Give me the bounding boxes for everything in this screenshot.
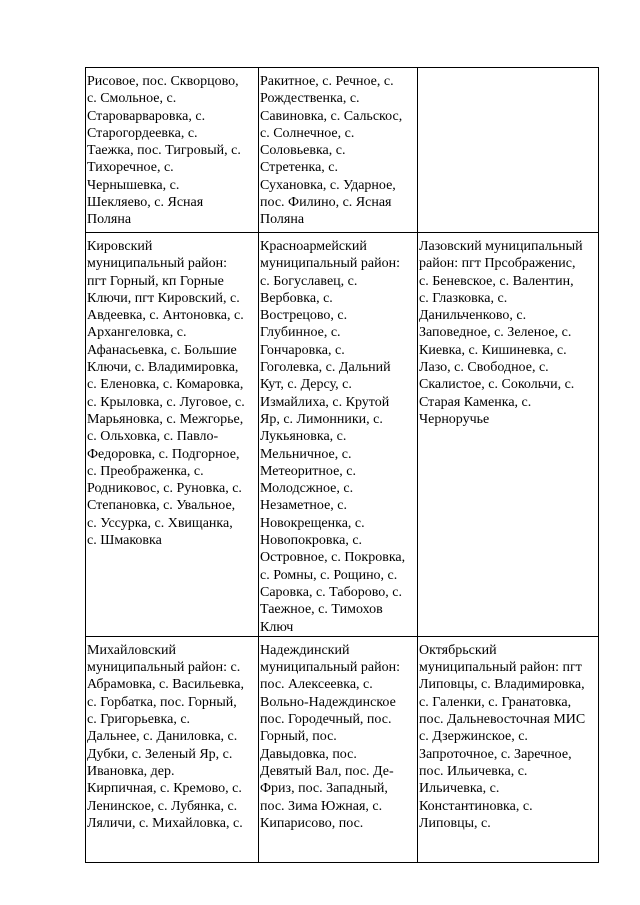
table-cell: [86, 636, 259, 862]
table-cell: [259, 636, 418, 862]
table-row: [86, 636, 599, 862]
table-row: [86, 233, 599, 637]
table-cell: [418, 233, 599, 637]
table-cell: [259, 233, 418, 637]
cell-text: Ракитное, с. Речное, с. Рождественка, с. Савиновка, с. Сальскос, с. Солнечное, с. Соловьевка, с. Стретенка, с. Сухановка, с. Ударное, пос. Филино, с. Ясная Поляна: [260, 74, 403, 228]
table-cell: [418, 68, 599, 233]
cell-text: Кировский муниципальный район: пгт Горный, кп Горные Ключи, пгт Кировский, с. Авдеевка, с. Антоновка, с. Архангеловка, с. Афанасьевка, с. Большие Ключи, с. Владимировка, с. Еленовка, с. Комаровка, с. Крыловка, с. Луговое, с. Марьяновка, с. Межгорье, с. Ольховка, с. Павло- Федоровка, с. Подгорное, с. Преображенка, с. Родниковос, с. Руновка, с. Степановка, с. Увальное, с. Уссурка, с. Хвищанка, с. Шмаковка: [87, 239, 245, 549]
table-row: [86, 68, 599, 233]
table-cell: [86, 68, 259, 233]
cell-text: Красноармейский муниципальный район: с. Богуславец, с. Вербовка, с. Вострецово, с. Глубинное, с. Гончаровка, с. Гоголевка, с. Дальний Кут, с. Дерсу, с. Измайлиха, с. Крутой Яр, с. Лимонники, с. Лукьяновка, с. Мельничное, с. Метеоритное, с. Молодсжное, с. Незаметное, с. Новокрещенка, с. Новопокровка, с. Островное, с. Покровка, с. Ромны, с. Рощино, с. Саровка, с. Таборово, с. Таежное, с. Тимохов Ключ: [260, 239, 406, 635]
districts-table: [85, 67, 599, 863]
table-cell: [259, 68, 418, 233]
cell-text: Октябрьский муниципальный район: пгт Липовцы, с. Владимировка, с. Галенки, с. Гранатовка, пос. Дальневосточная МИС с. Дзержинское, с. Запроточное, с. Заречное, пос. Ильичевка, с. Ильичевка, с. Константиновка, с. Липовцы, с.: [419, 642, 586, 831]
table-cell: [418, 636, 599, 862]
cell-text: Надеждинский муниципальный район: пос. Алексеевка, с. Вольно-Надеждинское пос. Городечный, пос. Горный, пос. Давыдовка, пос. Девятый Вал, пос. Де- Фриз, пос. Западный, пос. Зима Южная, с. Кипарисово, пос.: [260, 642, 401, 831]
table-cell: [86, 233, 259, 637]
cell-text: Лазовский муниципальный район: пгт Прсображенис, с. Беневское, с. Валентин, с. Глазковка, с. Данильченково, с. Заповедное, с. Зеленое, с. Киевка, с. Кишиневка, с. Лазо, с. Свободное, с. Скалистое, с. Сокольчи, с. Старая Каменка, с. Черноручье: [419, 239, 583, 427]
cell-text: Михайловский муниципальный район: с. Абрамовка, с. Васильевка, с. Горбатка, пос. Горный, с. Григорьевка, с. Дальнее, с. Даниловка, с. Дубки, с. Зеленый Яр, с. Ивановка, дер. Кирпичная, с. Кремово, с. Ленинское, с. Лубянка, с. Ляличи, с. Михайловка, с.: [87, 642, 244, 831]
cell-text: Рисовое, пос. Скворцово, с. Смольное, с. Староварваровка, с. Старогордеевка, с. Таежка, пос. Тигровый, с. Тихоречное, с. Чернышевка, с. Шекляево, с. Ясная Поляна: [87, 74, 241, 228]
